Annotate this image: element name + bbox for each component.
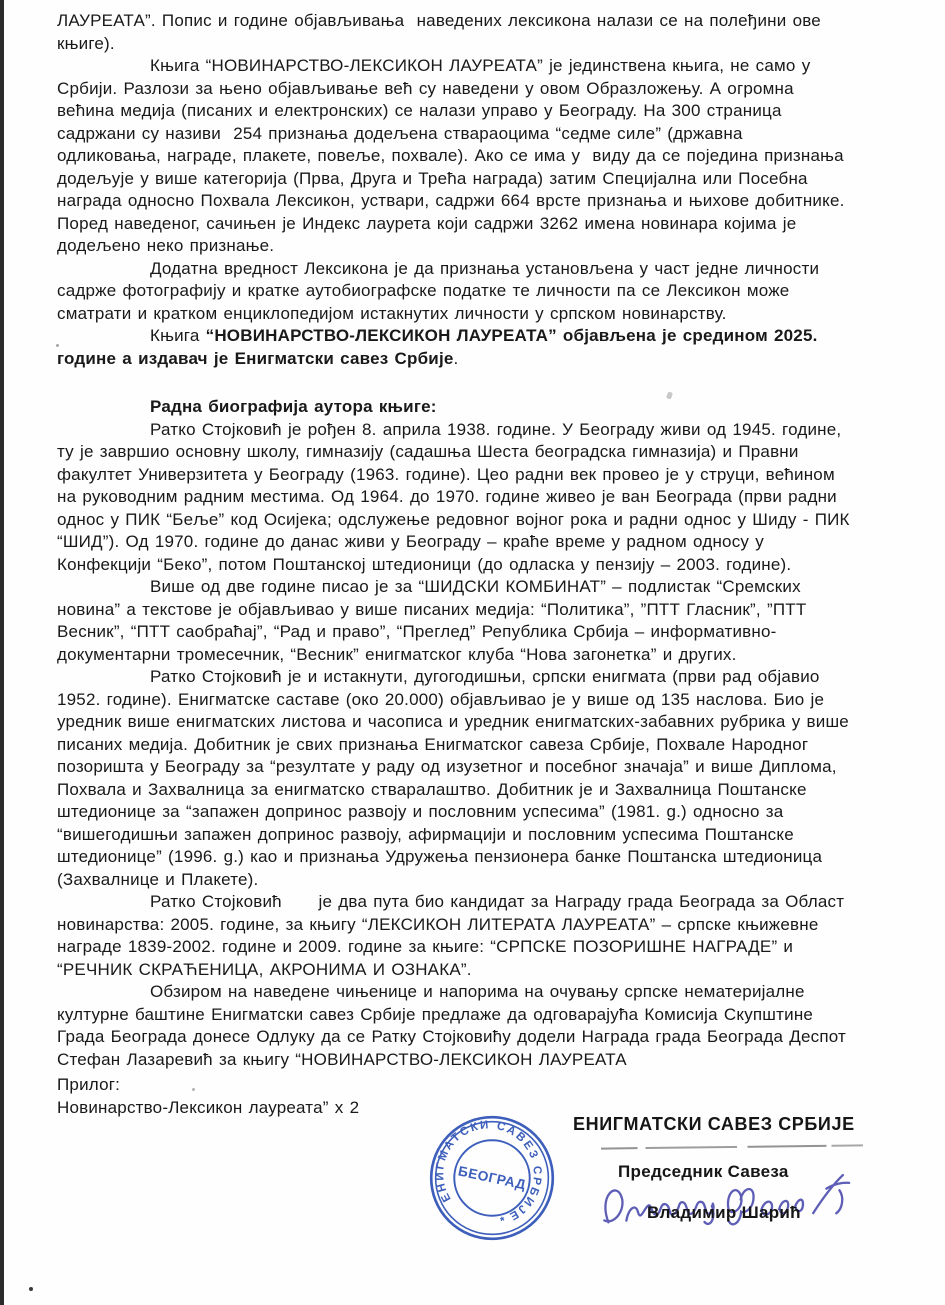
document-text-segment: новинарства: 2005. године, за књигу “ЛЕКСИКОН ЛИТЕРАТА ЛАУРЕАТА” – српске књижевне xyxy=(57,914,819,934)
document-line xyxy=(57,779,917,802)
document-line xyxy=(57,213,917,236)
document-text-segment: документарни тромесечник, “Весник” енигматског клуба “Нова загонетка” и других. xyxy=(57,644,737,664)
document-line xyxy=(57,756,917,779)
document-line xyxy=(57,666,917,689)
document-text-segment: ЛАУРЕАТА”. Попис и године објављивања наведених лексикона налази се на полеђини ове xyxy=(57,11,821,30)
document-text-segment: (Захвалнице и Плакете). xyxy=(57,869,259,889)
scan-speckle xyxy=(29,1287,33,1291)
document-text-segment: одликовања, награде, плакете, повеље, похвале). Ако се има у виду да се поједина признања xyxy=(57,146,844,165)
organization-name: ЕНИГМАТСКИ САВЕЗ СРБИЈЕ xyxy=(573,1114,855,1134)
document-text-segment: уредник више енигматских листова и часописа и уредник енигматских-забавних рубрика у више xyxy=(57,712,849,731)
scan-edge-artifact xyxy=(0,0,4,1305)
document-text-segment: Ратко Стојковић је два пута био кандидат за Награду града Београда за Област xyxy=(150,892,845,911)
document-text-segment: новина” а текстове је објављивао у више писаних медија: “Политика”, ”ПТТ Гласник”, ”ПТТ xyxy=(57,599,807,619)
document-line xyxy=(57,689,917,712)
document-text-segment: на руководним радним местима. Од 1964. до 1970. године живео је ван Београда (први радни xyxy=(57,487,837,506)
document-line xyxy=(57,464,917,487)
signer-name: Владимир Шарић xyxy=(647,1203,801,1222)
document-line xyxy=(57,621,917,644)
document-line xyxy=(57,10,917,33)
document-text-segment: “ШИД”). Од 1970. године до данас живи у Београду – краће време у радном односу у xyxy=(57,532,764,551)
document-line xyxy=(57,576,917,599)
document-line xyxy=(57,486,917,509)
document-line xyxy=(57,981,917,1004)
document-text-segment: 1952. године). Енигматске саставе (око 20.000) објављивао је у више од 135 наслова. Био је xyxy=(57,689,825,709)
document-body-biography xyxy=(57,396,917,1071)
document-text-segment: Ратко Стојковић је и истакнути, дугогодишњи, српски енигмата (први рад објавио xyxy=(150,667,820,686)
document-line xyxy=(57,123,917,146)
document-text-segment: Стефан Лазаревић за књигу “НОВИНАРСТВО-ЛЕКСИКОН ЛАУРЕАТА xyxy=(57,1049,627,1069)
document-text-segment: Ратко Стојковић је рођен 8. априла 1938. године. У Београду живи од 1945. године, xyxy=(150,419,842,439)
document-text-segment: “РЕЧНИК СКРАЋЕНИЦА, АКРОНИМА И ОЗНАКА”. xyxy=(57,959,472,979)
document-text-segment: Новинарство-Лексикон лауреата” х 2 xyxy=(57,1097,360,1117)
document-text-segment: Књига xyxy=(150,326,206,345)
document-text-segment: сматрати и кратком енциклопедијом истакнутих личности у српском новинарству. xyxy=(57,303,727,323)
document-line xyxy=(57,531,917,554)
document-line xyxy=(57,936,917,959)
document-text-segment: награде 1839-2002. године и 2009. године за књиге: “СРПСКЕ ПОЗОРИШНЕ НАГРАДЕ” и xyxy=(57,937,794,956)
document-text-segment: Конфекцији “Беко”, потом Поштанској штедионици (до одласка у пензију – 2003. године). xyxy=(57,554,792,574)
document-line xyxy=(57,959,917,982)
document-text-segment: штедионице за “запажен допринос развоју и пословним успесима” (1981. g.) односно за xyxy=(57,802,784,821)
document-text-segment: већина медија (писаних и електронских) се налази управо у Београду. На 300 страница xyxy=(57,101,782,120)
document-text-segment: Радна биографија аутора књиге: xyxy=(150,397,437,416)
document-text-segment: књиге). xyxy=(57,33,115,53)
document-text-segment: Поред наведеног, сачињен је Индекс лаурета који садржи 3262 имена новинара којима је xyxy=(57,213,797,233)
document-line xyxy=(57,1074,917,1097)
document-text-segment: Књига “НОВИНАРСТВО-ЛЕКСИКОН ЛАУРЕАТА” је јединствена књига, не само у xyxy=(150,56,811,75)
scan-speckle xyxy=(192,1088,195,1091)
document-line xyxy=(57,348,917,371)
scan-line-artifact xyxy=(601,1144,863,1149)
document-line xyxy=(57,1004,917,1027)
document-line xyxy=(57,599,917,622)
document-text-segment: Весник”, “ПТТ саобраћај”, “Рад и право”, “Преглед” Република Србија – информативно- xyxy=(57,622,777,641)
document-text-segment: културне баштине Енигматски савез Србије предлаже да одговарајућа Комисија Скупштине xyxy=(57,1004,814,1024)
document-line xyxy=(57,554,917,577)
document-body-main xyxy=(57,10,917,370)
document-text-segment: ту је завршио основну школу, гимназију (садашња Шеста београдска гимназија) и Правни xyxy=(57,442,799,461)
document-line xyxy=(57,100,917,123)
document-text-segment: Србији. Разлози за њено објављивање већ су наведени у овом Образложењу. А огромна xyxy=(57,78,794,98)
document-text-segment: “НОВИНАРСТВО-ЛЕКСИКОН ЛАУРЕАТА” објављена је средином 2025. xyxy=(205,326,818,345)
document-line xyxy=(57,325,917,348)
official-round-stamp xyxy=(421,1107,563,1249)
document-text-segment: штедионице” (1996. g.) као и признања Удружења пензионера банке Поштанска штедионица xyxy=(57,847,823,866)
document-line xyxy=(57,235,917,258)
document-line xyxy=(57,801,917,824)
document-text-segment: Додатна вредност Лексикона је да признања установљена у част једне личности xyxy=(150,258,820,278)
scan-speckle xyxy=(56,344,59,347)
document-line xyxy=(57,396,917,419)
document-line xyxy=(57,734,917,757)
document-line xyxy=(57,644,917,667)
president-title: Председник Савеза xyxy=(618,1162,789,1181)
document-text-segment: Обзиром на наведене чињенице и напорима на очувању српске нематеријалне xyxy=(150,982,805,1001)
document-text-segment: Прилог: xyxy=(57,1075,121,1094)
document-text-segment: додељено неко признање. xyxy=(57,236,275,255)
document-line xyxy=(57,258,917,281)
document-line xyxy=(57,419,917,442)
document-text-segment: Похвала и Захвалница за енигматско стваралаштво. Добитник је и Захвалница Поштанске xyxy=(57,779,807,799)
document-line xyxy=(57,1026,917,1049)
document-text-segment: “вишегодишњи запажен допринос развоју, афирмацији и пословним успесима Поштанске xyxy=(57,824,794,844)
document-line xyxy=(57,33,917,56)
document-line xyxy=(57,824,917,847)
document-line xyxy=(57,55,917,78)
document-line xyxy=(57,711,917,734)
document-line xyxy=(57,145,917,168)
document-line xyxy=(57,441,917,464)
document-text-segment: позоришта у Београду за “резултате у раду од изузетног и посебног значаја” и више Диплома, xyxy=(57,757,837,776)
document-line xyxy=(57,280,917,303)
document-line xyxy=(57,869,917,892)
document-line xyxy=(57,891,917,914)
document-text-segment: факултет Универзитета у Београду (1963. године). Цео радни век провео је у струци, већином xyxy=(57,464,835,484)
document-text-segment: Више од две године писао је за “ШИДСКИ КОМБИНАТ” – подлистак “Сремских xyxy=(150,577,801,596)
document-text-segment: године а издавач је Енигматски савез Србије xyxy=(57,348,454,368)
document-text-segment: садржани су називи 254 признања додељена ствараоцима “седме силе” (државна xyxy=(57,123,743,143)
document-text-segment: однос у ПИК “Беље” код Осијека; одслужење редовног војног рока и радни однос у Шиду - ПИК xyxy=(57,509,850,529)
document-line xyxy=(57,168,917,191)
stamp-ring-text: ЕНИГМАТСКИ САВЕЗ СРБИЈЕ xyxy=(434,1119,543,1223)
document-text-segment: додељује у више категорија (Прва, Друга и Трећа награда) затим Специјална или Посебна xyxy=(57,168,808,188)
document-line xyxy=(57,190,917,213)
document-line xyxy=(57,914,917,937)
document-text-segment: . xyxy=(453,348,459,368)
document-line xyxy=(57,1049,917,1072)
document-line xyxy=(57,78,917,101)
stamp-center-text: БЕОГРАД xyxy=(456,1163,528,1193)
document-text-segment: писаних медија. Добитник је свих признања Енигматског савеза Србије, Похвале Народног xyxy=(57,734,809,754)
stamp-separator-star: * xyxy=(499,1215,507,1228)
document-text-segment: награда односно Похвала Лексикон, уствари, садржи 664 врсте признања и њихове добитнике. xyxy=(57,191,845,210)
document-text-segment: Града Београда донесе Одлуку да се Ратку Стојковићу додели Награда града Београда Деспот xyxy=(57,1027,847,1046)
document-line xyxy=(57,509,917,532)
document-line xyxy=(57,846,917,869)
document-text-segment: садрже фотографију и кратке аутобиографске податке те личности па се Лексикон може xyxy=(57,281,790,300)
document-line xyxy=(57,303,917,326)
